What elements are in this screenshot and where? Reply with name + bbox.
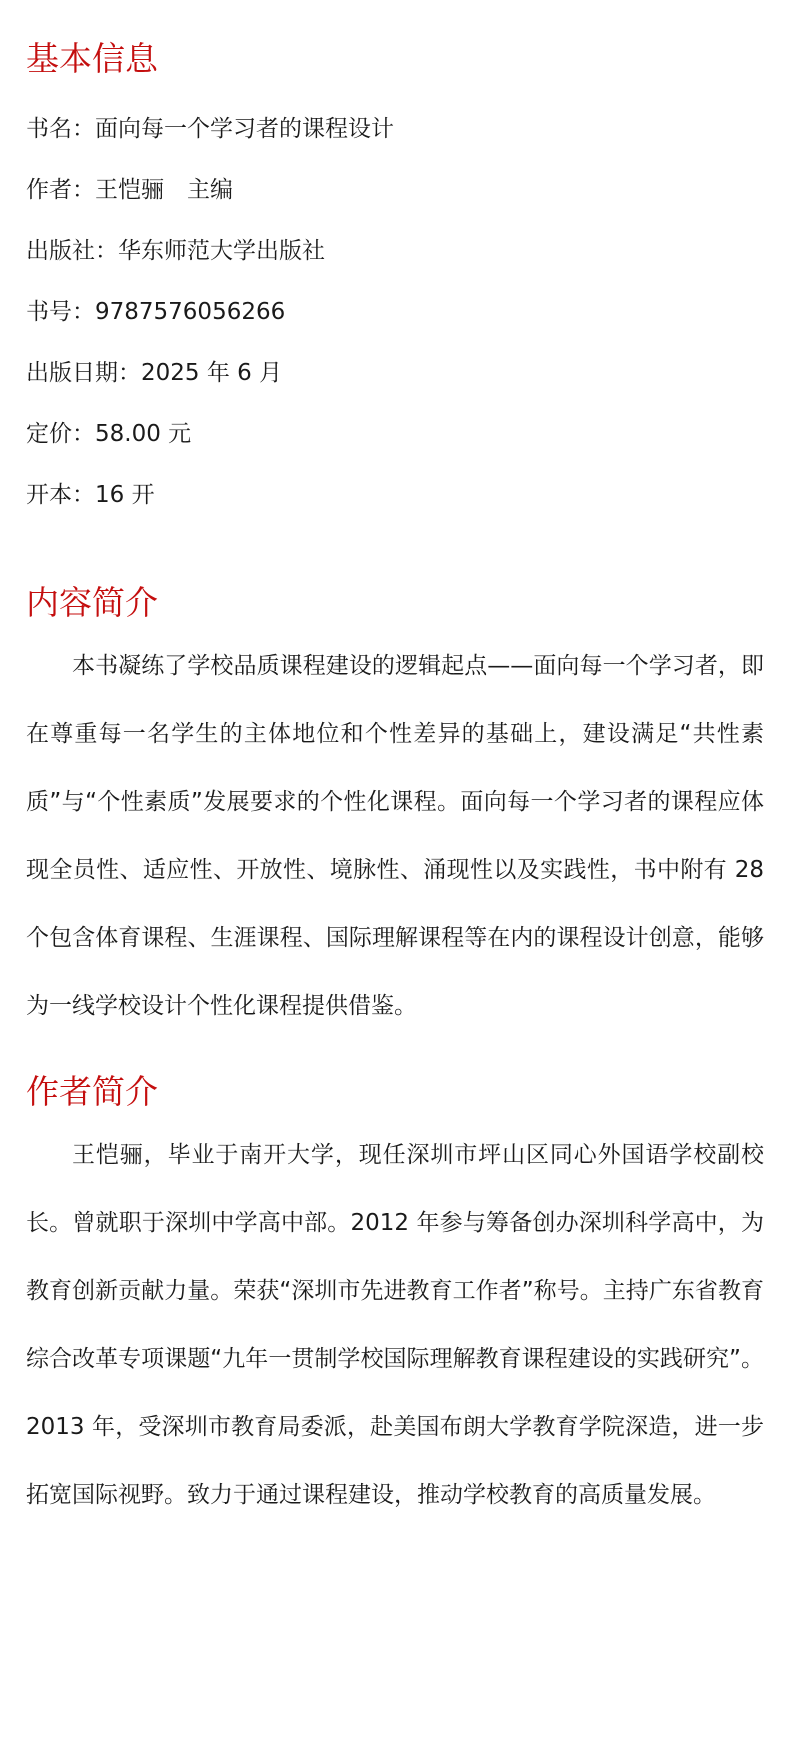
basic-info-heading: 基本信息	[26, 39, 158, 78]
publish-date-line: 出版日期：2025 年 6 月	[26, 360, 283, 386]
publisher-line: 出版社：华东师范大学出版社	[26, 238, 325, 264]
format-line: 开本：16 开	[26, 482, 155, 508]
author-bio-paragraph: 王恺骊，毕业于南开大学，现任深圳市坪山区同心外国语学校副校长。曾就职于深圳中学高中部。2012 年参与筹备创办深圳科学高中，为教育创新贡献力量。荣获“深圳市先进教育工作者”称号。主持广东省教育综合改革专项课题“九年一贯制学校国际理解教育课程建设的实践研究”。2013 年，受深圳市教育局委派，赴美国布朗大学教育学院深造，进一步拓宽国际视野。致力于通过课程建设，推动学校教育的高质量发展。	[26, 1142, 764, 1508]
author-bio-heading: 作者简介	[26, 1072, 158, 1111]
isbn-line: 书号：9787576056266	[26, 299, 286, 325]
summary-paragraph: 本书凝练了学校品质课程建设的逻辑起点——面向每一个学习者，即在尊重每一名学生的主体地位和个性差异的基础上，建设满足“共性素质”与“个性素质”发展要求的个性化课程。面向每一个学习者的课程应体现全员性、适应性、开放性、境脉性、涌现性以及实践性，书中附有 28 个包含体育课程、生涯课程、国际理解课程等在内的课程设计创意，能够为一线学校设计个性化课程提供借鉴。	[26, 653, 764, 1019]
author-line: 作者：王恺骊 主编	[26, 177, 233, 203]
summary-heading: 内容简介	[26, 583, 158, 622]
book-title-line: 书名：面向每一个学习者的课程设计	[26, 116, 394, 142]
price-line: 定价：58.00 元	[26, 421, 192, 447]
